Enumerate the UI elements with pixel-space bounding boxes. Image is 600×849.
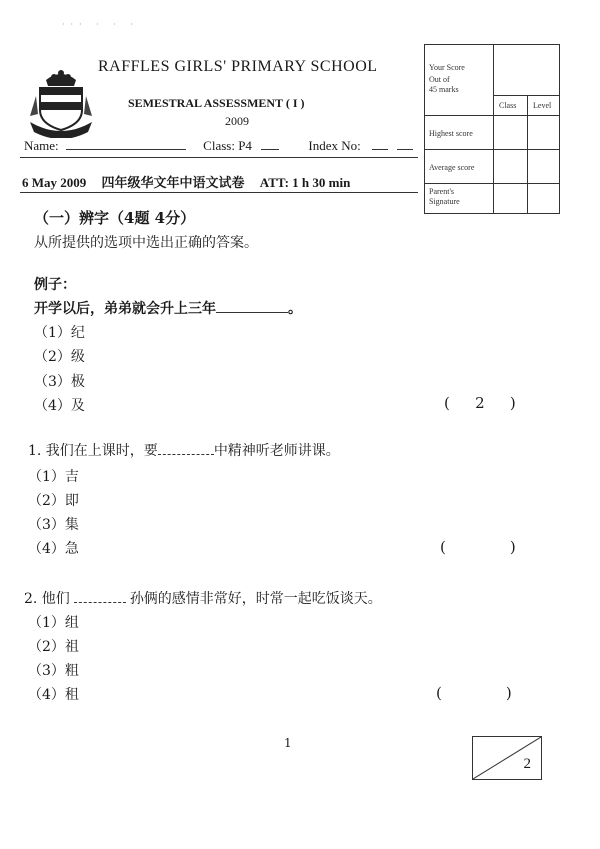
question-1: [28, 440, 340, 460]
class-column-label: Class: [499, 101, 517, 110]
average-score-label: Average score: [429, 163, 475, 172]
your-score-label: Your Score: [429, 63, 465, 72]
assessment-title: SEMESTRAL ASSESSMENT ( I ): [128, 96, 305, 110]
example-blank: [216, 312, 288, 313]
index-label: Index No:: [308, 138, 361, 153]
parent-signature-label-2: Signature: [429, 197, 460, 206]
example-answer-box: ( 2 ): [444, 394, 516, 412]
question-2: [24, 588, 382, 608]
school-name: RAFFLES GIRLS' PRIMARY SCHOOL: [98, 58, 378, 75]
marks-box-total: 2: [523, 756, 531, 772]
question-2-answer-box[interactable]: ( ): [436, 684, 512, 702]
level-column-label: Level: [533, 101, 552, 110]
example-option-4: （4）及: [34, 398, 85, 414]
exam-info-line: [22, 172, 350, 191]
question-1-suffix: 中精神听老师讲课。: [213, 443, 340, 459]
parent-signature-label-1: Parent's: [429, 187, 454, 196]
exam-duration: ATT: 1 h 30 min: [259, 175, 351, 190]
question-1-option-3: （3）集: [28, 517, 79, 533]
paper-title: 四年级华文年中语文试卷: [101, 175, 245, 190]
example-option-2: （2）级: [34, 349, 85, 365]
assessment-year: 2009: [225, 114, 249, 128]
example-sentence-end: 。: [288, 301, 302, 317]
question-1-answer-box[interactable]: ( ): [440, 538, 516, 556]
example-answer: 2: [475, 394, 485, 412]
header-scribble: ··· · · ·: [62, 20, 139, 29]
question-1-option-4: （4）急: [28, 541, 79, 557]
header-divider-bottom: [20, 192, 418, 193]
example-option-1: （1）纪: [34, 325, 85, 341]
school-crest-icon: [26, 66, 96, 138]
question-2-suffix: 孙俩的感情非常好，时常一起吃饭谈天。: [129, 591, 382, 607]
name-label: Name:: [24, 138, 59, 153]
example-label: 例子：: [34, 277, 76, 293]
question-2-prefix: 2. 他们: [24, 591, 70, 607]
index-field-2[interactable]: [397, 149, 413, 150]
class-field[interactable]: [261, 149, 279, 150]
page-number: 1: [284, 736, 292, 750]
example-sentence-text: 开学以后，弟弟就会升上三年: [34, 301, 216, 317]
question-2-option-4: （4）租: [28, 687, 79, 703]
question-2-blank[interactable]: [74, 602, 126, 603]
question-2-option-1: （1）组: [28, 615, 79, 631]
question-2-option-3: （3）粗: [28, 663, 79, 679]
question-1-prefix: 1. 我们在上课时，要: [28, 443, 158, 459]
section-instruction: 从所提供的选项中选出正确的答案。: [34, 235, 258, 251]
example-sentence: [34, 298, 302, 318]
exam-date: 6 May 2009: [22, 175, 87, 190]
score-table: [424, 44, 560, 214]
class-label: Class: P4: [203, 138, 252, 153]
section-title: （一）辨字（4题 4分）: [34, 209, 196, 227]
question-1-option-2: （2）即: [28, 493, 79, 509]
question-1-option-1: （1）吉: [28, 469, 79, 485]
question-1-blank[interactable]: [158, 454, 214, 455]
question-2-option-2: （2）祖: [28, 639, 79, 655]
index-field[interactable]: [372, 149, 388, 150]
student-info-line: [24, 138, 413, 154]
name-field[interactable]: [66, 149, 186, 150]
highest-score-label: Highest score: [429, 129, 473, 138]
out-of-label: Out of: [429, 75, 450, 84]
marks-box: [472, 736, 542, 780]
marks-label: 45 marks: [429, 85, 459, 94]
example-option-3: （3）极: [34, 374, 85, 390]
header-divider-top: [20, 157, 418, 158]
